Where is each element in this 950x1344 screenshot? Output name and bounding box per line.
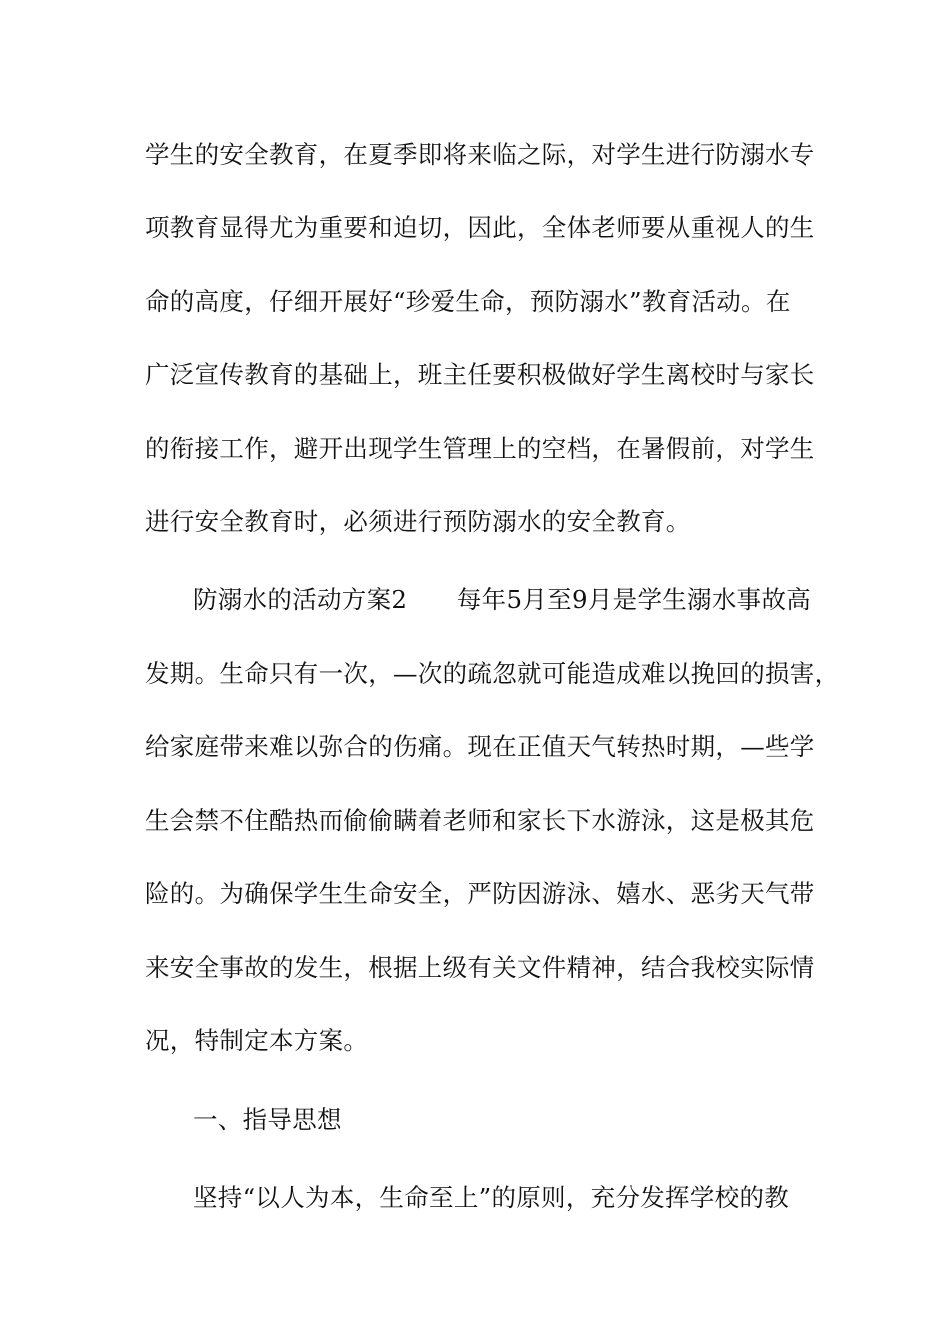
section-heading: 一、指导思想 [193, 1105, 342, 1134]
paragraph-line: 项教育显得尤为重要和迫切，因此，全体老师要从重视人的生 [145, 213, 815, 242]
paragraph-line: 发期。生命只有一次，—次的疏忽就可能造成难以挽回的损害， [145, 659, 840, 688]
paragraph-line: 学生的安全教育，在夏季即将来临之际，对学生进行防溺水专 [145, 140, 815, 169]
paragraph-line: 险的。为确保学生生命安全，严防因游泳、嬉水、恶劣天气带 [145, 879, 815, 908]
paragraph-line: 坚持“以人为本，生命至上”的原则，充分发挥学校的教 [193, 1183, 790, 1212]
paragraph-line: 生会禁不住酷热而偷偷瞒着老师和家长下水游泳，这是极其危 [145, 806, 815, 835]
paragraph-line: 来安全事故的发生，根据上级有关文件精神，结合我校实际情 [145, 953, 815, 982]
paragraph-line: 进行安全教育时，必须进行预防溺水的安全教育。 [145, 507, 691, 536]
paragraph-line: 况，特制定本方案。 [145, 1026, 369, 1055]
paragraph-line: 命的高度，仔细开展好“珍爱生命，预防溺水”教育活动。在 [145, 287, 791, 316]
paragraph-line: 广泛宣传教育的基础上，班主任要积极做好学生离校时与家长 [145, 360, 815, 389]
paragraph-line: 给家庭带来难以弥合的伤痛。现在正值天气转热时期，—些学 [145, 732, 815, 761]
paragraph-line: 防溺水的活动方案2 每年5月至9月是学生溺水事故高 [193, 585, 812, 614]
paragraph-line: 的衔接工作，避开出现学生管理上的空档，在暑假前，对学生 [145, 434, 815, 463]
